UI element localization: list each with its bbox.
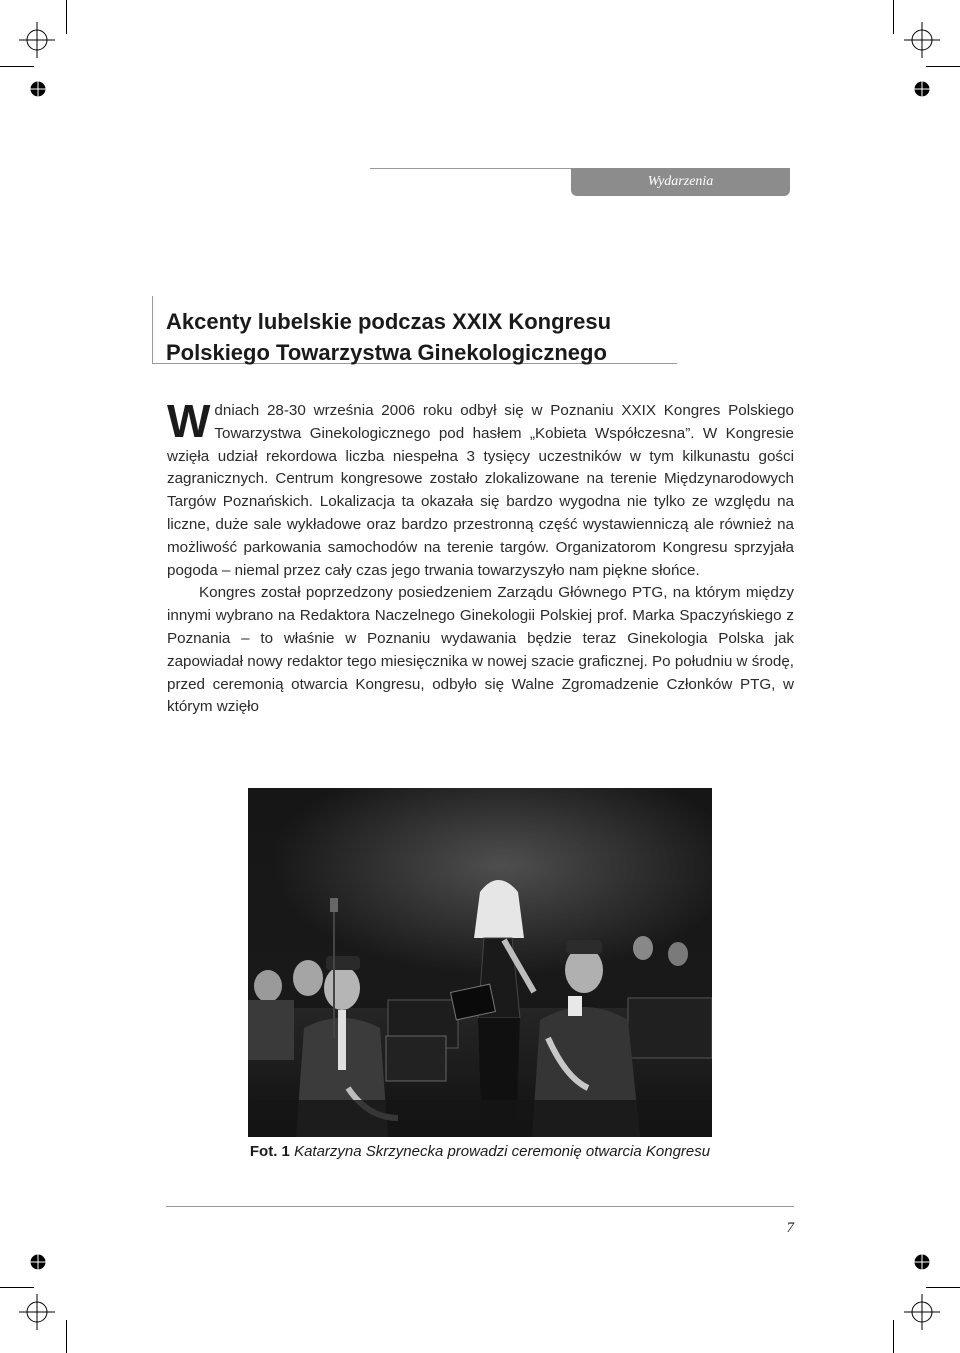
title-frame-vertical <box>152 296 153 364</box>
crop-mark-top-left-horizontal <box>0 66 34 67</box>
registration-crosshair-icon <box>19 22 55 58</box>
page-number: 7 <box>786 1220 794 1236</box>
article-title-line1: Akcenty lubelskie podczas XXIX Kongresu <box>166 309 612 334</box>
section-tab: Wydarzenia <box>571 168 790 196</box>
paragraph-1-text: dniach 28-30 września 2006 roku odbył się w Poznaniu XXIX Kongres Polskiego Towarzystwa Ginekologicznego pod hasłem „Kobieta Współczesna”. W Kongresie wzięła udział rekordowa liczba niespełna 3 tysięcy uczestników w tym kilkunastu gości zagranicznych. Centrum kongresowe zostało zlokalizowane na terenie Międzynarodowych Targów Poznańskich. Lokalizacja ta okazała się bardzo wygodna nie tylko ze względu na liczne, duże sale wykładowe oraz bardzo przestronną część wystawienniczą ale również na możliwość parkowania samochodów na terenie targów. Organizatorom Kongresu sprzyjała pogoda – niemal przez cały czas jego trwania towarzyszyło nam piękne słońce. <box>167 402 794 579</box>
paragraph-1 <box>167 395 794 582</box>
caption-text: Katarzyna Skrzynecka prowadzi ceremonię otwarcia Kongresu <box>294 1143 711 1160</box>
registration-dot-icon <box>914 1254 930 1270</box>
crop-mark-top-left-vertical <box>66 0 67 34</box>
paragraph-2: Kongres został poprzedzony posiedzeniem Zarządu Głównego PTG, na którym między innymi wybrano na Redaktora Naczelnego Ginekologii Polskiej prof. Marka Spaczyńskiego z Poznania – to właśnie w Poznaniu wydawania będzie teraz Ginekologia Polska jak zapowiadał nowy redaktor tego miesięcznika w nowej szacie graficznej. Po południu w środę, przed ceremonią otwarcia Kongresu, odbyło się Walne Zgromadzenie Członków PTG, w którym wzięło <box>167 584 794 716</box>
crop-mark-bottom-right-horizontal <box>926 1287 960 1288</box>
crop-mark-bottom-left-vertical <box>66 1320 67 1353</box>
article-title-line2: Polskiego Towarzystwa Ginekologicznego <box>166 340 607 365</box>
article-title <box>166 306 726 368</box>
crop-mark-bottom-right-vertical <box>893 1320 894 1353</box>
registration-crosshair-icon <box>904 1294 940 1330</box>
registration-crosshair-icon <box>904 22 940 58</box>
crop-mark-top-right-horizontal <box>926 66 960 67</box>
event-photo <box>248 788 712 1137</box>
registration-dot-icon <box>914 81 930 97</box>
caption-label: Fot. 1 <box>249 1143 290 1160</box>
crop-mark-top-right-vertical <box>893 0 894 34</box>
event-photo-image <box>248 788 712 1137</box>
footer-rule <box>166 1206 794 1207</box>
article-body <box>167 395 794 719</box>
crop-mark-bottom-left-horizontal <box>0 1287 34 1288</box>
photo-caption <box>200 1142 760 1162</box>
dropcap: W <box>167 395 211 447</box>
registration-dot-icon <box>30 1254 46 1270</box>
registration-dot-icon <box>30 81 46 97</box>
registration-crosshair-icon <box>19 1294 55 1330</box>
